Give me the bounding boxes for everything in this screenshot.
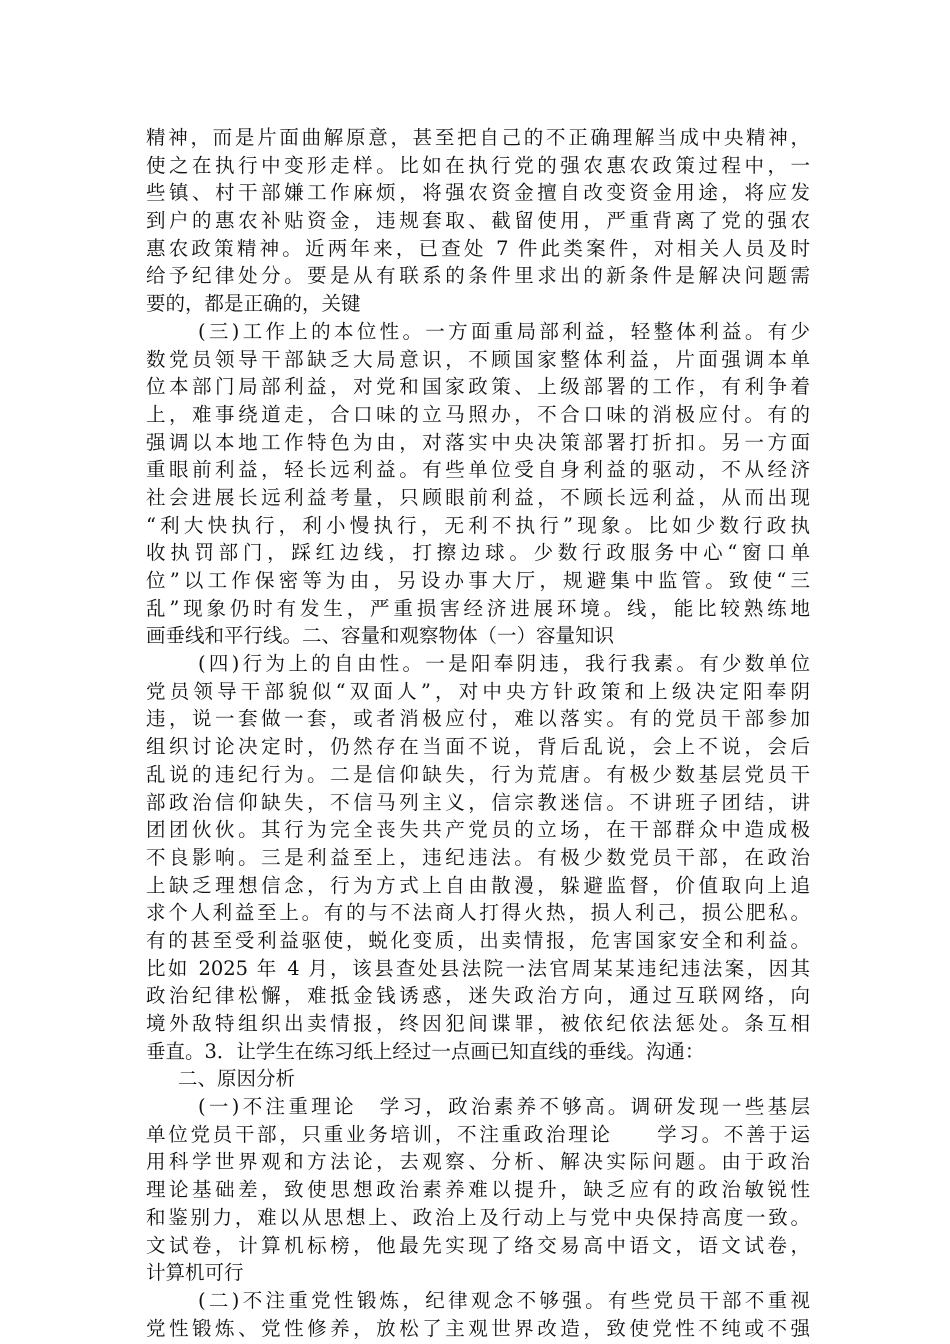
text-line: 到户的惠农补贴资金，违规套取、截留使用，严重背离了党的强农 xyxy=(146,209,810,233)
text-line: 境外敌特组织出卖情报，终因犯间谍罪，被依纪依法惩处。条互相 xyxy=(146,1012,810,1035)
text-line: 文试卷，计算机标榜，他最先实现了络交易高中语文，语文试卷， xyxy=(146,1233,810,1257)
text-line: 乱说的违纪行为。二是信仰缺失，行为荒唐。有极少数基层党员干 xyxy=(146,762,810,786)
text-line: 些镇、村干部嫌工作麻烦，将强农资金擅自改变资金用途，将应发 xyxy=(146,181,810,205)
text-line: 位”以工作保密等为由，另设办事大厅，规避集中监管。致使“三 xyxy=(146,569,810,592)
text-line: 位本部门局部利益，对党和国家政策、上级部署的工作，有利争着 xyxy=(146,375,810,399)
text-line: 不良影响。三是利益至上，违纪违法。有极少数党员干部，在政治 xyxy=(146,845,810,869)
text-line: (二)不注重党性锻炼，纪律观念不够强。有些党员干部不重视 xyxy=(198,1288,810,1312)
text-line: 二、原因分析 xyxy=(178,1067,296,1091)
text-line: 求个人利益至上。有的与不法商人打得火热，损人利己，损公肥私。 xyxy=(146,901,810,925)
text-line: (三)工作上的本位性。一方面重局部利益，轻整体利益。有少 xyxy=(198,319,810,343)
text-line: 党性锻炼、党性修养，放松了主观世界改造，致使党性不纯或不强 xyxy=(146,1316,810,1340)
text-line: 收执罚部门，踩红边线，打擦边球。少数行政服务中心“窗口单 xyxy=(146,541,810,565)
text-line: 计算机可行 xyxy=(146,1261,244,1285)
text-line: 精神，而是片面曲解原意，甚至把自己的不正确理解当成中央精神， xyxy=(146,126,810,149)
text-line: 强调以本地工作特色为由，对落实中央决策部署打折扣。另一方面 xyxy=(146,430,810,454)
text-line: 乱”现象仍时有发生，严重损害经济进展环境。线，能比较熟练地 xyxy=(146,596,810,620)
text-line: 社会进展长远利益考量，只顾眼前利益，不顾长远利益，从而出现 xyxy=(146,485,810,509)
text-line: 惠农政策精神。近两年来，已查处 7 件此类案件，对相关人员及时 xyxy=(146,236,810,260)
text-line: 单位党员干部，只重业务培训，不注重政治理论 学习。不善于运 xyxy=(146,1122,810,1146)
text-line: 理论基础差，致使思想政治素养难以提升，缺乏应有的政治敏锐性 xyxy=(146,1178,810,1202)
text-line: (一)不注重理论 学习，政治素养不够高。调研发现一些基层 xyxy=(198,1095,810,1119)
text-line: 画垂线和平行线。二、容量和观察物体（一）容量知识 xyxy=(146,624,615,648)
text-line: 上缺乏理想信念，行为方式上自由散漫，躲避监督，价值取向上追 xyxy=(146,873,810,897)
text-line: 给予纪律处分。要是从有联系的条件里求出的新条件是解决问题需 xyxy=(146,264,810,288)
text-line: 团团伙伙。其行为完全丧失共产党员的立场，在干部群众中造成极 xyxy=(146,818,810,842)
text-line: 比如 2025 年 4 月，该县查处县法院一法官周某某违纪违法案，因其 xyxy=(146,956,810,980)
text-line: 和鉴别力，难以从思想上、政治上及行动上与党中央保持高度一致。 xyxy=(146,1205,810,1229)
text-line: 有的甚至受利益驱使，蜕化变质，出卖情报，危害国家安全和利益。 xyxy=(146,928,810,952)
text-line: 政治纪律松懈，难抵金钱诱惑，迷失政治方向，通过互联网络，向 xyxy=(146,984,810,1008)
text-line: 上，难事绕道走，合口味的立马照办，不合口味的消极应付。有的 xyxy=(146,402,810,426)
text-line: 重眼前利益，轻长远利益。有些单位受自身利益的驱动，不从经济 xyxy=(146,458,810,482)
text-line: “利大快执行，利小慢执行，无利不执行”现象。比如少数行政执 xyxy=(146,513,810,537)
text-line: 数党员领导干部缺乏大局意识，不顾国家整体利益，片面强调本单 xyxy=(146,347,810,371)
document-page xyxy=(146,124,810,1342)
text-line: 违，说一套做一套，或者消极应付，难以落实。有的党员干部参加 xyxy=(146,707,810,731)
text-line: 用科学世界观和方法论，去观察、分析、解决实际问题。由于政治 xyxy=(146,1150,810,1174)
text-line: 党员领导干部貌似“双面人”，对中央方针政策和上级决定阳奉阴 xyxy=(146,679,810,703)
text-line: 垂直。3．让学生在练习纸上经过一点画已知直线的垂线。沟通： xyxy=(146,1039,705,1063)
text-line: 使之在执行中变形走样。比如在执行党的强农惠农政策过程中，一 xyxy=(146,153,810,177)
text-line: 要的，都是正确的，关键 xyxy=(146,292,361,316)
text-line: (四)行为上的自由性。一是阳奉阴违，我行我素。有少数单位 xyxy=(198,652,810,676)
text-line: 部政治信仰缺失，不信马列主义，信宗教迷信。不讲班子团结，讲 xyxy=(146,790,810,814)
text-line: 组织讨论决定时，仍然存在当面不说，背后乱说，会上不说，会后 xyxy=(146,735,810,759)
